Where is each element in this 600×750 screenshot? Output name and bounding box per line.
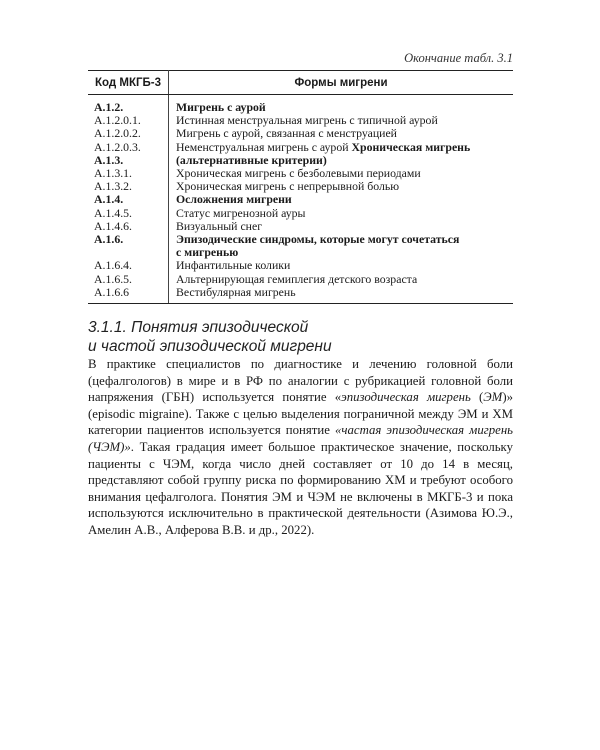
row-form: Вестибулярная мигрень	[169, 286, 514, 304]
row-code: A.1.4.6.	[88, 220, 169, 233]
section-heading-line: и частой эпизодической мигрени	[88, 338, 332, 355]
row-form-continued: с мигренью	[176, 245, 239, 260]
row-code: A.1.3.	[88, 154, 169, 167]
row-form: Мигрень с аурой, связанная с менструацией	[176, 126, 397, 141]
table-row	[88, 286, 513, 304]
row-form: Неменструальная мигрень с аурой	[176, 139, 349, 154]
table-row	[88, 141, 513, 154]
table-row	[88, 95, 513, 115]
row-form: Мигрень с аурой	[176, 100, 266, 114]
paragraph-italic: эпизодическая мигрень	[341, 390, 471, 405]
row-code: A.1.2.0.3.	[88, 141, 169, 154]
row-code: A.1.3.2.	[88, 180, 169, 193]
table-row	[88, 207, 513, 220]
row-form-continued: (альтернативные критерии)	[176, 152, 327, 167]
row-form: Инфантильные колики	[176, 258, 291, 273]
row-code: A.1.2.	[88, 95, 169, 115]
row-code: A.1.6.6	[88, 286, 169, 304]
row-form: Истинная менструальная мигрень с типичной аурой	[176, 113, 438, 128]
row-code: A.1.2.0.1.	[88, 114, 169, 127]
body-paragraph	[88, 356, 513, 539]
paragraph-italic: ЭМ	[483, 390, 503, 405]
table-row	[88, 259, 513, 272]
table-row	[88, 273, 513, 286]
paragraph-text: )» (episodic migraine). Также с целью выделения пограничной между ЭМ и ХМ категории пациентов используется понятие	[88, 390, 513, 438]
row-code: A.1.6.	[88, 233, 169, 246]
paragraph-italic: «частая эпизодическая мигрень (ЧЭМ)»	[88, 423, 513, 454]
row-form: Альтернирующая гемиплегия детского возраста	[176, 271, 418, 286]
row-code: A.1.6.4.	[88, 259, 169, 272]
table-caption: Окончание табл. 3.1	[404, 51, 513, 65]
paragraph-text: . Такая градация имеет большое практическое значение, поскольку пациенты с ЧЭМ, когда число дней составляет от 10 до 14 в месяц, представляют собой группу риска по формированию ХМ и требуют особого внимания цефалголога. Понятия ЭМ и ЧЭМ не включены в МКГБ-3 и пока используются исключительно в практической деятельности (Азимова Ю.Э., Амелин А.В., Алферова В.В. и др., 2022).	[88, 439, 513, 537]
header-code: Код МКГБ-3	[88, 71, 169, 95]
table-row	[88, 246, 513, 259]
migraine-forms-table	[88, 70, 513, 304]
section-heading	[88, 318, 332, 356]
header-forms: Формы мигрени	[169, 71, 514, 95]
table-row	[88, 233, 513, 246]
table-row	[88, 180, 513, 193]
table-header-row	[88, 71, 513, 95]
row-code: A.1.6.5.	[88, 273, 169, 286]
row-form: Статус мигренозной ауры	[176, 205, 306, 220]
section-heading-line: 3.1.1. Понятия эпизодической	[88, 319, 309, 336]
row-code: A.1.4.5.	[88, 207, 169, 220]
row-form: Хроническая мигрень с непрерывной болью	[176, 179, 400, 194]
row-form-combined	[169, 141, 514, 154]
paragraph-text: В практике специалистов по диагностике и лечению головной боли (цефалгологов) в мире и в РФ по аналогии с рубрикацией головной боли напряжения (ГБН) используется понятие «	[88, 357, 513, 405]
row-code: A.1.3.1.	[88, 167, 169, 180]
row-form: Визуальный снег	[176, 218, 263, 233]
row-form: Осложнения мигрени	[176, 192, 292, 207]
row-form: Хроническая мигрень с безболевыми периодами	[176, 166, 421, 181]
table-row	[88, 193, 513, 206]
row-form: Эпизодические синдромы, которые могут сочетаться	[176, 232, 460, 247]
row-code: A.1.2.0.2.	[88, 127, 169, 140]
paragraph-text: (	[470, 390, 484, 405]
row-form: Хроническая мигрень	[351, 139, 471, 154]
row-code: A.1.4.	[88, 193, 169, 206]
